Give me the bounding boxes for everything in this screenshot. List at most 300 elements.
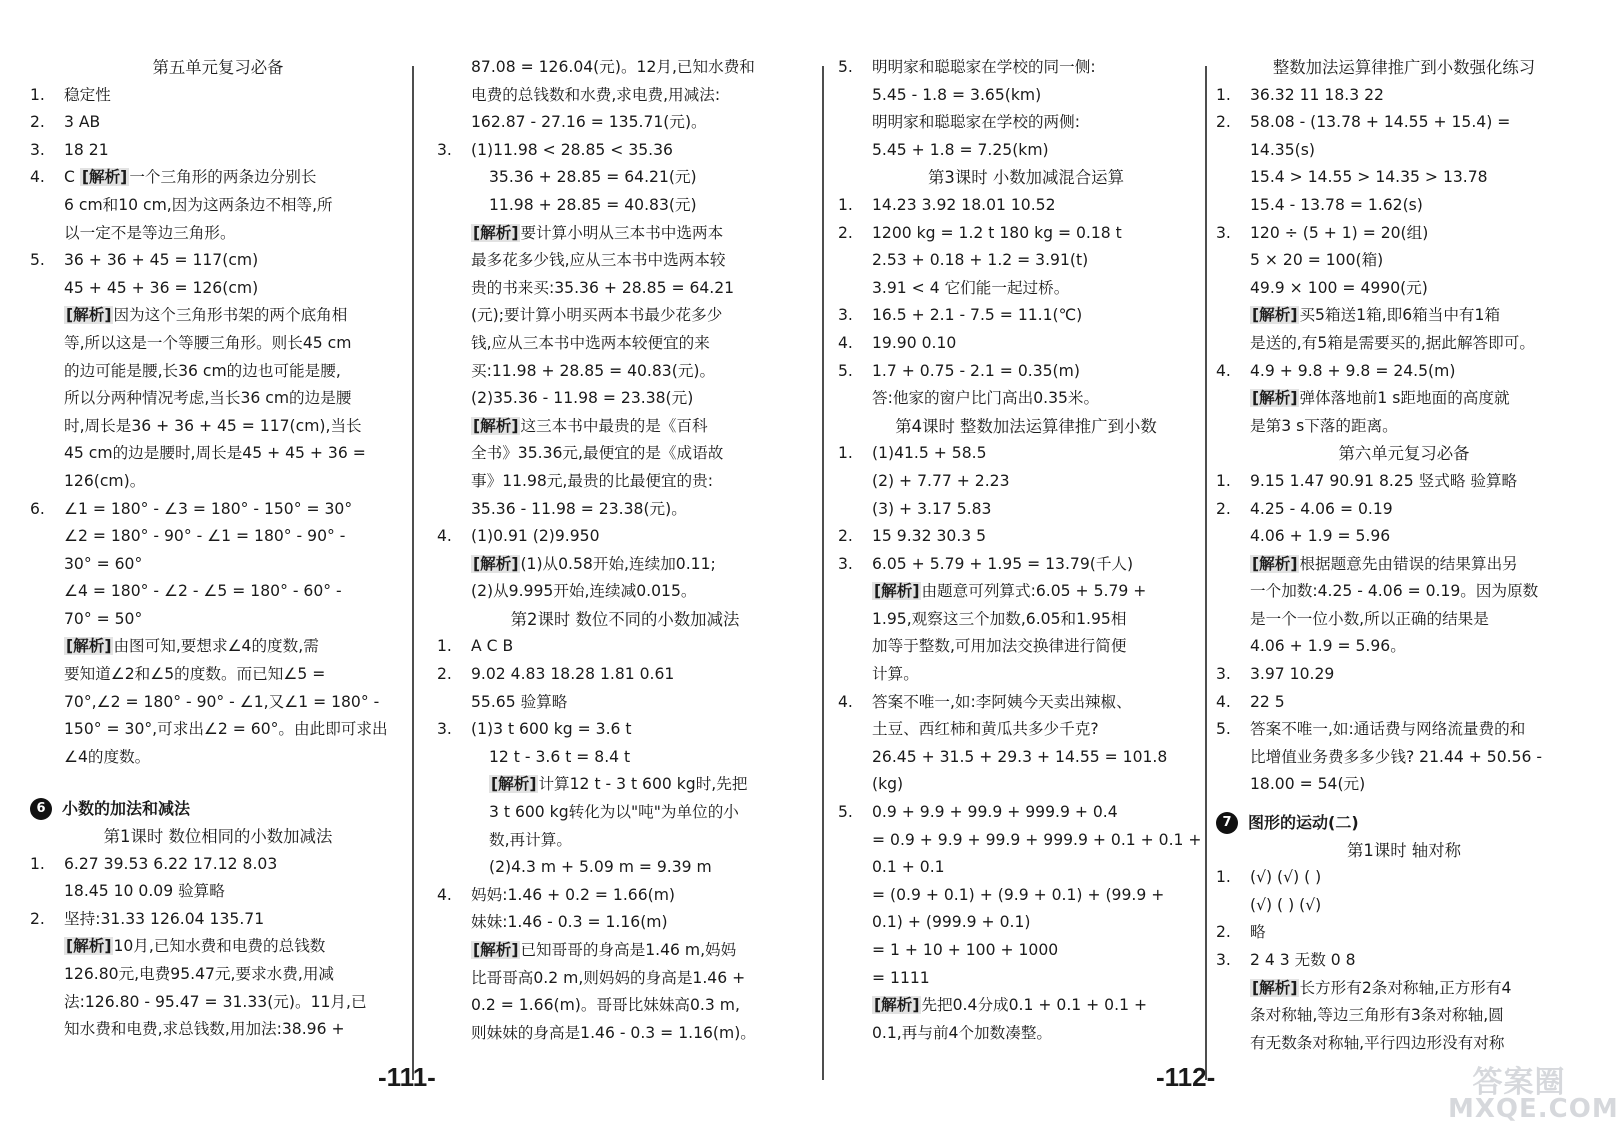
- answer-line: [838, 385, 1214, 413]
- unit-number-badge: 7: [1216, 812, 1238, 834]
- answer-text: 1.7 + 0.75 - 2.1 = 0.35(m): [872, 361, 1080, 380]
- answer-text: 19.90 0.10: [872, 333, 957, 352]
- answer-line: [30, 82, 406, 110]
- answer-line: [838, 689, 1214, 717]
- answer-text: = 0.9 + 9.9 + 99.9 + 999.9 + 0.1 + 0.1 +: [872, 830, 1202, 849]
- answer-text: 则妹妹的身高是1.46 - 0.3 = 1.16(m)。: [471, 1023, 756, 1042]
- question-number: 2.: [1216, 113, 1231, 132]
- answer-line: [838, 496, 1214, 524]
- answer-text: 1.95,观察这三个加数,6.05和1.95相: [872, 609, 1127, 628]
- answer-line: [30, 468, 406, 496]
- question-number: 1.: [1216, 85, 1231, 104]
- question-number: 2.: [437, 665, 452, 684]
- answer-text: 的边可能是腰,长36 cm的边也可能是腰,: [64, 361, 341, 380]
- answer-text: 4.06 + 1.9 = 5.96: [1250, 527, 1391, 546]
- answer-text: 土豆、西红柿和黄瓜共多少千克?: [872, 720, 1099, 739]
- section-heading: [1216, 837, 1592, 865]
- answer-line: [437, 109, 813, 137]
- answer-text: 明明家和聪聪家在学校的同一侧:: [872, 58, 1096, 76]
- answer-text: ∠1 = 180° - ∠3 = 180° - 150° = 30°: [64, 499, 353, 518]
- column-divider: [1205, 66, 1207, 1080]
- column-2: [437, 54, 813, 1094]
- answer-line: [30, 851, 406, 879]
- answer-line: [30, 330, 406, 358]
- answer-text: (1)3 t 600 kg = 3.6 t: [471, 720, 632, 739]
- question-number: 3.: [838, 306, 853, 325]
- answer-line: [437, 82, 813, 110]
- question-number: 2.: [1216, 499, 1231, 518]
- section-heading: [30, 823, 406, 851]
- answer-text: 明明家和聪聪家在学校的两侧:: [872, 113, 1080, 132]
- section-title: 第1课时 轴对称: [1347, 840, 1461, 860]
- answer-text: 知水费和电费,求总钱数,用加法:38.96 +: [64, 1020, 345, 1039]
- answer-line: [30, 878, 406, 906]
- answer-line: [1216, 551, 1592, 579]
- answer-text: 买:11.98 + 28.85 = 40.83(元)。: [471, 361, 716, 380]
- answer-text: 150° = 30°,可求出∠2 = 60°。由此即可求出: [64, 720, 388, 739]
- answer-line: [838, 220, 1214, 248]
- answer-line: [1216, 137, 1592, 165]
- question-number: 2.: [30, 113, 45, 132]
- answer-text: [解析] 弹体落地前1 s距地面的高度就: [1252, 389, 1510, 408]
- answer-text: 36.32 11 18.3 22: [1250, 85, 1384, 104]
- answer-line: [30, 961, 406, 989]
- question-number: 4.: [437, 885, 452, 904]
- question-number: 1.: [1216, 471, 1231, 490]
- answer-line: [30, 275, 406, 303]
- question-number: 5.: [30, 251, 45, 270]
- answer-line: [437, 854, 813, 882]
- answer-line: [838, 358, 1214, 386]
- answer-text: 2.53 + 0.18 + 1.2 = 3.91(t): [872, 251, 1089, 270]
- answer-text: 6.27 39.53 6.22 17.12 8.03: [64, 854, 278, 873]
- answer-line: [1216, 302, 1592, 330]
- answer-line: [838, 882, 1214, 910]
- answer-line: [30, 109, 406, 137]
- answer-line: [1216, 385, 1592, 413]
- answer-line: [437, 965, 813, 993]
- answer-text: 是送的,有5箱是需要买的,据此解答即可。: [1250, 333, 1535, 352]
- answer-text: 11.98 + 28.85 = 40.83(元): [489, 195, 697, 214]
- answer-text: 妈妈:1.46 + 0.2 = 1.66(m): [471, 885, 675, 904]
- answer-line: [838, 1020, 1214, 1048]
- answer-text: 3 AB: [64, 113, 101, 132]
- answer-line: [1216, 578, 1592, 606]
- question-number: 5.: [838, 58, 853, 76]
- answer-line: [30, 164, 406, 192]
- answer-line: [437, 496, 813, 524]
- answer-line: [1216, 689, 1592, 717]
- answer-text: 有无数条对称轴,平行四边形没有对称: [1250, 1033, 1505, 1052]
- question-number: 1.: [838, 195, 853, 214]
- answer-line: [437, 413, 813, 441]
- answer-text: 是一个一位小数,所以正确的结果是: [1250, 609, 1489, 628]
- answer-text: [解析] 计算12 t - 3 t 600 kg时,先把: [491, 775, 748, 794]
- question-number: 3.: [838, 554, 853, 573]
- section-heading: [1216, 440, 1592, 468]
- answer-line: [437, 909, 813, 937]
- answer-line: [838, 109, 1214, 137]
- answer-text: (元);要计算小明买两本书最少花多少: [471, 306, 723, 325]
- answer-text: 全书》35.36元,最便宜的是《成语故: [471, 444, 724, 463]
- answer-line: [30, 578, 406, 606]
- answer-line: [838, 302, 1214, 330]
- answer-text: 5.45 - 1.8 = 3.65(km): [872, 85, 1042, 104]
- answer-line: [30, 744, 406, 772]
- answer-line: [838, 771, 1214, 799]
- section-title: 整数加法运算律推广到小数强化练习: [1272, 58, 1536, 77]
- answer-text: (√) ( ) (√): [1250, 895, 1322, 914]
- answer-line: [838, 965, 1214, 993]
- answer-text: [解析] 10月,已知水费和电费的总钱数: [66, 937, 326, 956]
- answer-line: [1216, 661, 1592, 689]
- page-number-right: -112-: [1156, 1062, 1216, 1092]
- answer-line: [1216, 109, 1592, 137]
- answer-text: 162.87 - 27.16 = 135.71(元)。: [471, 113, 707, 132]
- answer-line: [437, 247, 813, 275]
- answer-line: [1216, 606, 1592, 634]
- answer-text: 126(cm)。: [64, 471, 146, 490]
- answer-line: [30, 523, 406, 551]
- answer-line: [838, 744, 1214, 772]
- answer-line: [1216, 496, 1592, 524]
- question-number: 6.: [30, 499, 45, 518]
- answer-line: [1216, 330, 1592, 358]
- answer-line: [1216, 275, 1592, 303]
- answer-text: 4.9 + 9.8 + 9.8 = 24.5(m): [1250, 361, 1456, 380]
- answer-text: 0.1) + (999.9 + 0.1): [872, 913, 1031, 932]
- watermark-line-2: MXQE.COM: [1448, 1094, 1619, 1124]
- answer-text: 58.08 - (13.78 + 14.55 + 15.4) =: [1250, 113, 1511, 132]
- answer-line: [437, 716, 813, 744]
- answer-line: [30, 989, 406, 1017]
- answer-text: 14.35(s): [1250, 140, 1315, 159]
- answer-line: [1216, 1002, 1592, 1030]
- answer-line: [30, 302, 406, 330]
- answer-text: [解析] 买5箱送1箱,即6箱当中有1箱: [1252, 306, 1501, 325]
- answer-line: [30, 661, 406, 689]
- answer-line: [30, 689, 406, 717]
- answer-line: [838, 909, 1214, 937]
- answer-line: [30, 633, 406, 661]
- answer-line: [838, 192, 1214, 220]
- answer-line: [30, 247, 406, 275]
- answer-text: 18.45 10 0.09 验算略: [64, 882, 225, 901]
- answer-text: [解析] 因为这个三角形书架的两个底角相: [66, 306, 348, 325]
- answer-text: 稳定性: [64, 85, 111, 104]
- answer-text: A C B: [471, 637, 514, 656]
- answer-text: 计算。: [872, 665, 919, 684]
- answer-line: [30, 220, 406, 248]
- answer-text: 4.06 + 1.9 = 5.96。: [1250, 637, 1406, 656]
- question-number: 3.: [1216, 223, 1231, 242]
- answer-text: 3.97 10.29: [1250, 665, 1335, 684]
- answer-text: [解析] 由题意可列算式:6.05 + 5.79 +: [874, 582, 1147, 601]
- section-heading: [1216, 54, 1592, 82]
- answer-text: [解析] 已知哥哥的身高是1.46 m,妈妈: [473, 941, 737, 959]
- answer-line: [838, 82, 1214, 110]
- answer-text: (1)11.98 < 28.85 < 35.36: [471, 140, 673, 159]
- answer-text: 答案不唯一,如:李阿姨今天卖出辣椒、: [872, 692, 1132, 711]
- question-number: 1.: [437, 637, 452, 656]
- question-number: 2.: [838, 527, 853, 546]
- answer-line: [437, 164, 813, 192]
- answer-line: [838, 523, 1214, 551]
- answer-line: [1216, 164, 1592, 192]
- answer-text: (kg): [872, 775, 904, 794]
- answer-text: 坚持:31.33 126.04 135.71: [64, 909, 265, 928]
- answer-line: [838, 606, 1214, 634]
- answer-text: 要知道∠2和∠5的度数。而已知∠5 =: [64, 665, 326, 684]
- answer-line: [437, 827, 813, 855]
- answer-line: [1216, 247, 1592, 275]
- answer-line: [1216, 716, 1592, 744]
- answer-text: 14.23 3.92 18.01 10.52: [872, 195, 1056, 214]
- column-3: [838, 54, 1214, 1094]
- answer-line: [1216, 919, 1592, 947]
- section-title: 第2课时 数位不同的小数加减法: [510, 609, 740, 629]
- answer-text: 答案不唯一,如:通话费与网络流量费的和: [1250, 720, 1526, 739]
- spacer: [30, 771, 406, 785]
- column-4: [1216, 54, 1592, 1100]
- answer-text: 87.08 = 126.04(元)。12月,已知水费和: [471, 58, 755, 76]
- answer-text: [解析] 要计算小明从三本书中选两本: [473, 223, 724, 242]
- answer-line: [30, 606, 406, 634]
- answer-text: 最多花多少钱,应从三本书中选两本较: [471, 251, 726, 270]
- answer-line: [30, 716, 406, 744]
- question-number: 3.: [1216, 951, 1231, 969]
- answer-text: 0.1 + 0.1: [872, 858, 945, 877]
- answer-line: [1216, 82, 1592, 110]
- answer-text: 22 5: [1250, 692, 1285, 711]
- answer-text: (2) + 7.77 + 2.23: [872, 471, 1010, 490]
- answer-text: 18 21: [64, 140, 109, 159]
- answer-text: 钱,应从三本书中选两本较便宜的来: [471, 333, 710, 352]
- answer-text: 3 t 600 kg转化为以"吨"为单位的小: [489, 803, 739, 822]
- answer-line: [437, 358, 813, 386]
- answer-line: [30, 192, 406, 220]
- question-number: 1.: [838, 444, 853, 463]
- answer-text: 答:他家的窗户比门高出0.35米。: [872, 389, 1100, 408]
- answer-line: [437, 689, 813, 717]
- section-title: 第五单元复习必备: [152, 58, 284, 77]
- answer-line: [838, 716, 1214, 744]
- answer-text: 以一定不是等边三角形。: [64, 223, 236, 242]
- answer-line: [437, 1020, 813, 1048]
- answer-line: [838, 275, 1214, 303]
- answer-text: 18.00 = 54(元): [1250, 775, 1366, 794]
- answer-text: 加等于整数,可用加法交换律进行简便: [872, 637, 1127, 656]
- answer-text: 15 9.32 30.3 5: [872, 527, 987, 546]
- answer-line: [437, 551, 813, 579]
- page-number-left: -111-: [378, 1062, 436, 1092]
- answer-text: 0.2 = 1.66(m)。哥哥比妹妹高0.3 m,: [471, 996, 740, 1015]
- answer-text: ∠4的度数。: [64, 747, 151, 766]
- answer-text: [解析] 根据题意先由错误的结果算出另: [1252, 554, 1518, 573]
- watermark-logo: [1448, 1065, 1619, 1128]
- unit-heading: [1216, 809, 1592, 837]
- question-number: 3.: [1216, 665, 1231, 684]
- answer-text: 0.9 + 9.9 + 99.9 + 999.9 + 0.4: [872, 803, 1118, 822]
- answer-text: 126.80元,电费95.47元,要求水费,用减: [64, 965, 335, 983]
- answer-text: (2)从9.995开始,连续减0.015。: [471, 582, 697, 601]
- answer-text: 比哥哥高0.2 m,则妈妈的身高是1.46 +: [471, 968, 746, 987]
- answer-line: [437, 937, 813, 965]
- unit-title: 图形的运动(二): [1248, 813, 1359, 833]
- unit-number-badge: 6: [30, 798, 52, 820]
- answer-text: (1)0.91 (2)9.950: [471, 527, 600, 546]
- answer-line: [437, 385, 813, 413]
- answer-text: 12 t - 3.6 t = 8.4 t: [489, 747, 631, 766]
- answer-text: [解析] 先把0.4分成0.1 + 0.1 + 0.1 +: [874, 996, 1148, 1015]
- answer-text: 5.45 + 1.8 = 7.25(km): [872, 140, 1049, 159]
- answer-text: 4.25 - 4.06 = 0.19: [1250, 499, 1393, 518]
- answer-text: 比增值业务费多多少钱? 21.44 + 50.56 -: [1250, 747, 1543, 766]
- answer-line: [838, 440, 1214, 468]
- section-heading: [437, 606, 813, 634]
- answer-text: 55.65 验算略: [471, 692, 568, 711]
- answer-line: [30, 385, 406, 413]
- answer-text: 电费的总钱数和水费,求电费,用减法:: [471, 85, 721, 104]
- answer-line: [437, 578, 813, 606]
- answer-line: [1216, 468, 1592, 496]
- answer-line: [30, 1016, 406, 1044]
- answer-line: [838, 551, 1214, 579]
- section-heading: [30, 54, 406, 82]
- answer-line: [30, 933, 406, 961]
- answer-line: [437, 220, 813, 248]
- answer-text: C [解析] 一个三角形的两条边分别长: [64, 168, 317, 187]
- question-number: 3.: [437, 140, 452, 159]
- answer-text: (1)41.5 + 58.5: [872, 444, 987, 463]
- answer-line: [437, 440, 813, 468]
- answer-text: 36 + 36 + 45 = 117(cm): [64, 251, 259, 270]
- question-number: 1.: [1216, 868, 1231, 887]
- answer-line: [1216, 523, 1592, 551]
- answer-text: 26.45 + 31.5 + 29.3 + 14.55 = 101.8: [872, 747, 1168, 766]
- answer-text: [解析] 由图可知,要想求∠4的度数,需: [66, 637, 319, 656]
- answer-text: 70° = 50°: [64, 609, 143, 628]
- answer-line: [1216, 220, 1592, 248]
- answer-line: [838, 633, 1214, 661]
- answer-line: [838, 799, 1214, 827]
- answer-line: [437, 302, 813, 330]
- answer-line: [1216, 947, 1592, 975]
- question-number: 3.: [30, 140, 45, 159]
- answer-text: 45 + 45 + 36 = 126(cm): [64, 278, 259, 297]
- answer-text: 35.36 + 28.85 = 64.21(元): [489, 168, 697, 187]
- question-number: 4.: [437, 527, 452, 546]
- answer-text: [解析] 这三本书中最贵的是《百科: [473, 416, 708, 435]
- answer-text: 事》11.98元,最贵的比最便宜的贵:: [471, 471, 713, 490]
- question-number: 5.: [1216, 720, 1231, 739]
- answer-line: [1216, 1030, 1592, 1058]
- answer-line: [437, 992, 813, 1020]
- answer-line: [30, 551, 406, 579]
- answer-line: [30, 496, 406, 524]
- answer-text: 法:126.80 - 95.47 = 31.33(元)。11月,已: [64, 992, 367, 1011]
- question-number: 4.: [30, 168, 45, 187]
- answer-text: 3.91 < 4 它们能一起过桥。: [872, 278, 1070, 297]
- answer-line: [1216, 771, 1592, 799]
- question-number: 2.: [1216, 923, 1231, 942]
- answer-text: 70°,∠2 = 180° - 90° - ∠1,又∠1 = 180° -: [64, 692, 380, 711]
- answer-line: [437, 137, 813, 165]
- column-divider: [822, 66, 824, 1080]
- answer-text: 5 × 20 = 100(箱): [1250, 251, 1384, 270]
- question-number: 1.: [30, 85, 45, 104]
- section-title: 第4课时 整数加法运算律推广到小数: [895, 416, 1157, 436]
- answer-text: 0.1,再与前4个加数凑整。: [872, 1023, 1053, 1042]
- answer-text: (2)35.36 - 11.98 = 23.38(元): [471, 389, 694, 408]
- answer-text: 等,所以这是一个等腰三角形。则长45 cm: [64, 333, 352, 352]
- question-number: 4.: [1216, 361, 1231, 380]
- answer-line: [1216, 358, 1592, 386]
- answer-line: [1216, 892, 1592, 920]
- answer-text: 条对称轴,等边三角形有3条对称轴,圆: [1250, 1006, 1504, 1025]
- answer-text: 9.02 4.83 18.28 1.81 0.61: [471, 665, 675, 684]
- answer-line: [437, 882, 813, 910]
- answer-text: 15.4 - 13.78 = 1.62(s): [1250, 195, 1423, 214]
- answer-line: [30, 137, 406, 165]
- answer-line: [1216, 633, 1592, 661]
- answer-text: [解析] (1)从0.58开始,连续加0.11;: [473, 554, 716, 573]
- answer-line: [1216, 744, 1592, 772]
- answer-line: [838, 661, 1214, 689]
- answer-text: 1200 kg = 1.2 t 180 kg = 0.18 t: [872, 223, 1122, 242]
- section-title: 第六单元复习必备: [1338, 444, 1470, 464]
- answer-text: 数,再计算。: [489, 830, 572, 849]
- answer-line: [30, 440, 406, 468]
- answer-line: [838, 854, 1214, 882]
- answer-text: 所以分两种情况考虑,当长36 cm的边是腰: [64, 389, 352, 408]
- answer-line: [838, 992, 1214, 1020]
- answer-text: 45 cm的边是腰时,周长是45 + 45 + 36 =: [64, 444, 366, 463]
- answer-line: [30, 906, 406, 934]
- question-number: 2.: [838, 223, 853, 242]
- unit-title: 小数的加法和减法: [62, 799, 191, 819]
- question-number: 4.: [838, 333, 853, 352]
- answer-line: [437, 54, 813, 82]
- answer-text: 6.05 + 5.79 + 1.95 = 13.79(千人): [872, 554, 1134, 573]
- answer-line: [838, 578, 1214, 606]
- section-heading: [838, 413, 1214, 441]
- answer-line: [437, 744, 813, 772]
- question-number: 4.: [838, 692, 853, 711]
- answer-text: 一个加数:4.25 - 4.06 = 0.19。因为原数: [1250, 582, 1539, 601]
- watermark-line-1: 答案圈: [1472, 1065, 1566, 1100]
- question-number: 5.: [838, 803, 853, 822]
- answer-line: [437, 275, 813, 303]
- answer-text: 时,周长是36 + 36 + 45 = 117(cm),当长: [64, 416, 362, 435]
- answer-text: 6 cm和10 cm,因为这两条边不相等,所: [64, 195, 333, 214]
- answer-line: [437, 633, 813, 661]
- answer-line: [838, 247, 1214, 275]
- answer-line: [437, 523, 813, 551]
- answer-line: [1216, 192, 1592, 220]
- answer-line: [838, 827, 1214, 855]
- answer-text: (3) + 3.17 5.83: [872, 499, 992, 518]
- answer-text: 16.5 + 2.1 - 7.5 = 11.1(℃): [872, 306, 1083, 325]
- answer-text: 略: [1250, 923, 1266, 942]
- answer-text: = 1111: [872, 968, 930, 987]
- answer-text: 贵的书来买:35.36 + 28.85 = 64.21: [471, 278, 735, 297]
- answer-line: [838, 330, 1214, 358]
- answer-text: 是第3 s下落的距离。: [1250, 416, 1398, 435]
- answer-text: (√) (√) ( ): [1250, 868, 1322, 887]
- answer-line: [1216, 975, 1592, 1003]
- answer-text: 15.4 > 14.55 > 14.35 > 13.78: [1250, 168, 1488, 187]
